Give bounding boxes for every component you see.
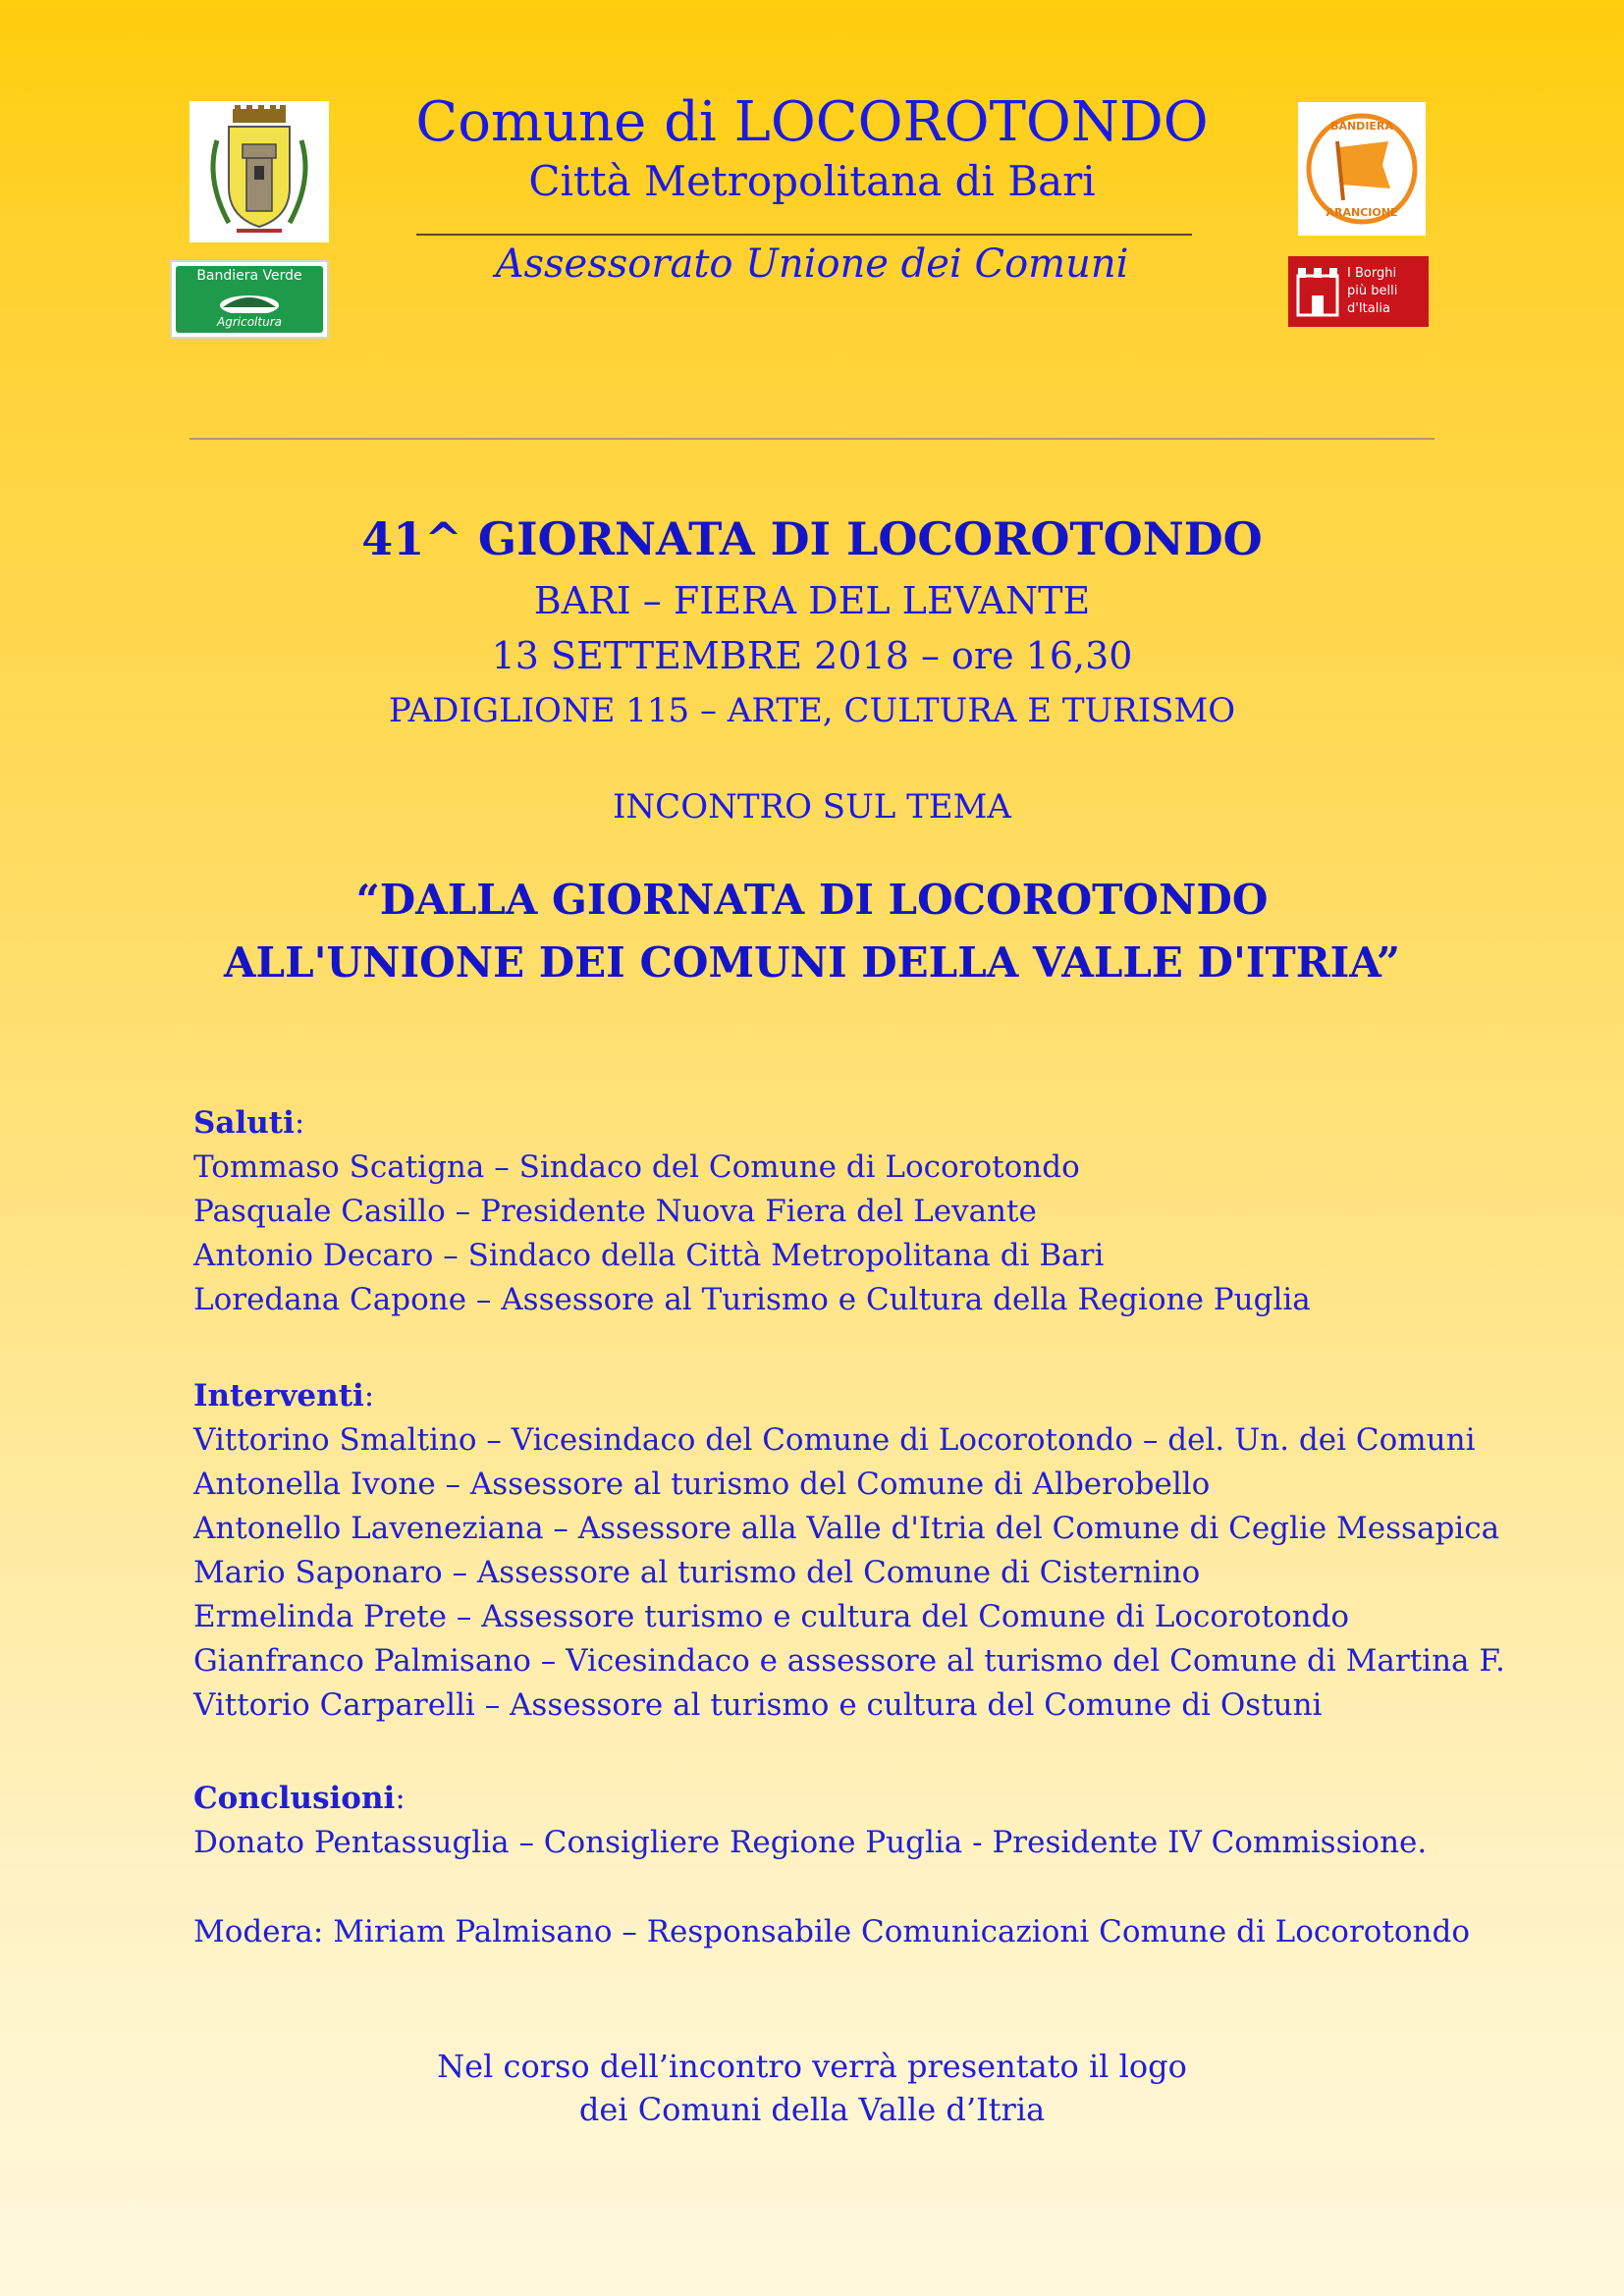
header-subtitle: Città Metropolitana di Bari xyxy=(528,157,1096,205)
interventi-section: Interventi: Vittorino Smaltino – Vicesindaco del Comune di Locorotondo – del. Un. dei Comuni Antonella Ivone – Assessore al turismo del Comune di Alberobello Antonello Laveneziana – Assessore alla Valle d'Itria del Comune di Ceglie Messapica Mario Saponaro – Assessore al turismo del Comune di Cisternino Ermelinda Prete – Assessore turismo e cultura del Comune di Locorotondo Gianfranco Palmisano – Vicesindaco e assessore al turismo del Comune di Martina F. Vittorio Carparelli – Assessore al turismo e cultura del Comune di Ostuni xyxy=(193,1374,1505,1728)
header-department: Assessorato Unione dei Comuni xyxy=(495,241,1129,287)
hill-icon xyxy=(217,288,282,313)
moderator-line xyxy=(193,1910,1470,1954)
conclusioni-label: Conclusioni xyxy=(193,1781,396,1816)
list-item: Ermelinda Prete – Assessore turismo e cultura del Comune di Locorotondo xyxy=(193,1599,1350,1634)
saluti-section: Saluti: Tommaso Scatigna – Sindaco del Comune di Locorotondo Pasquale Casillo – Presidente Nuova Fiera del Levante Antonio Decaro – Sindaco della Città Metropolitana di Bari Loredana Capone – Assessore al Turismo e Cultura della Regione Puglia xyxy=(193,1101,1311,1322)
header-rule xyxy=(416,234,1192,236)
event-theme-line2: ALL'UNIONE DEI COMUNI DELLA VALLE D'ITRIA” xyxy=(223,938,1401,987)
list-item: Pasquale Casillo – Presidente Nuova Fiera del Levante xyxy=(193,1194,1037,1229)
event-theme-line1: “DALLA GIORNATA DI LOCOROTONDO xyxy=(355,876,1269,924)
bandiera-verde-line2: Agricoltura xyxy=(217,315,282,329)
footer-line1: Nel corso dell’incontro verrà presentato il logo xyxy=(437,2048,1187,2085)
list-item: Loredana Capone – Assessore al Turismo e Cultura della Regione Puglia xyxy=(193,1282,1311,1317)
borghi-line3: d'Italia xyxy=(1347,301,1390,316)
event-date: 13 SETTEMBRE 2018 – ore 16,30 xyxy=(491,634,1133,677)
event-pavilion: PADIGLIONE 115 – ARTE, CULTURA E TURISMO xyxy=(388,691,1236,730)
footer-line2: dei Comuni della Valle d’Itria xyxy=(578,2091,1046,2128)
list-item: Mario Saponaro – Assessore al turismo del Comune di Cisternino xyxy=(193,1555,1201,1590)
list-item: Donato Pentassuglia – Consigliere Regione Puglia - Presidente IV Commissione. xyxy=(193,1825,1428,1860)
header-title: Comune di LOCOROTONDO xyxy=(415,90,1209,154)
list-item: Tommaso Scatigna – Sindaco del Comune di Locorotondo xyxy=(193,1149,1080,1185)
list-item: Antonella Ivone – Assessore al turismo del Comune di Alberobello xyxy=(193,1467,1211,1502)
bandiera-arancione-line2: ARANCIONE xyxy=(1326,206,1398,219)
modera-text: Modera: Miriam Palmisano – Responsabile Comunicazioni Comune di Locorotondo xyxy=(193,1914,1471,1949)
borghi-line2: più belli xyxy=(1347,284,1398,298)
bandiera-verde-line1: Bandiera Verde xyxy=(196,268,302,284)
list-item: Antonio Decaro – Sindaco della Città Metropolitana di Bari xyxy=(193,1238,1105,1273)
list-item: Vittorio Carparelli – Assessore al turismo e cultura del Comune di Ostuni xyxy=(193,1687,1323,1723)
event-title: 41^ GIORNATA DI LOCOROTONDO xyxy=(361,512,1263,565)
list-item: Vittorino Smaltino – Vicesindaco del Comune di Locorotondo – del. Un. dei Comuni xyxy=(193,1422,1476,1458)
conclusioni-section: Conclusioni: Donato Pentassuglia – Consigliere Regione Puglia - Presidente IV Commissione. xyxy=(193,1777,1427,1865)
saluti-label: Saluti xyxy=(193,1105,295,1141)
list-item: Gianfranco Palmisano – Vicesindaco e assessore al turismo del Comune di Martina F. xyxy=(193,1643,1505,1679)
bandiera-arancione-line1: BANDIERA xyxy=(1330,120,1393,133)
header-separator xyxy=(189,438,1435,440)
event-intro: INCONTRO SUL TEMA xyxy=(613,787,1011,827)
borghi-line1: I Borghi xyxy=(1347,266,1397,281)
interventi-label: Interventi xyxy=(193,1378,364,1414)
list-item: Antonello Laveneziana – Assessore alla Valle d'Itria del Comune di Ceglie Messapica xyxy=(193,1511,1500,1546)
event-place: BARI – FIERA DEL LEVANTE xyxy=(533,579,1091,622)
